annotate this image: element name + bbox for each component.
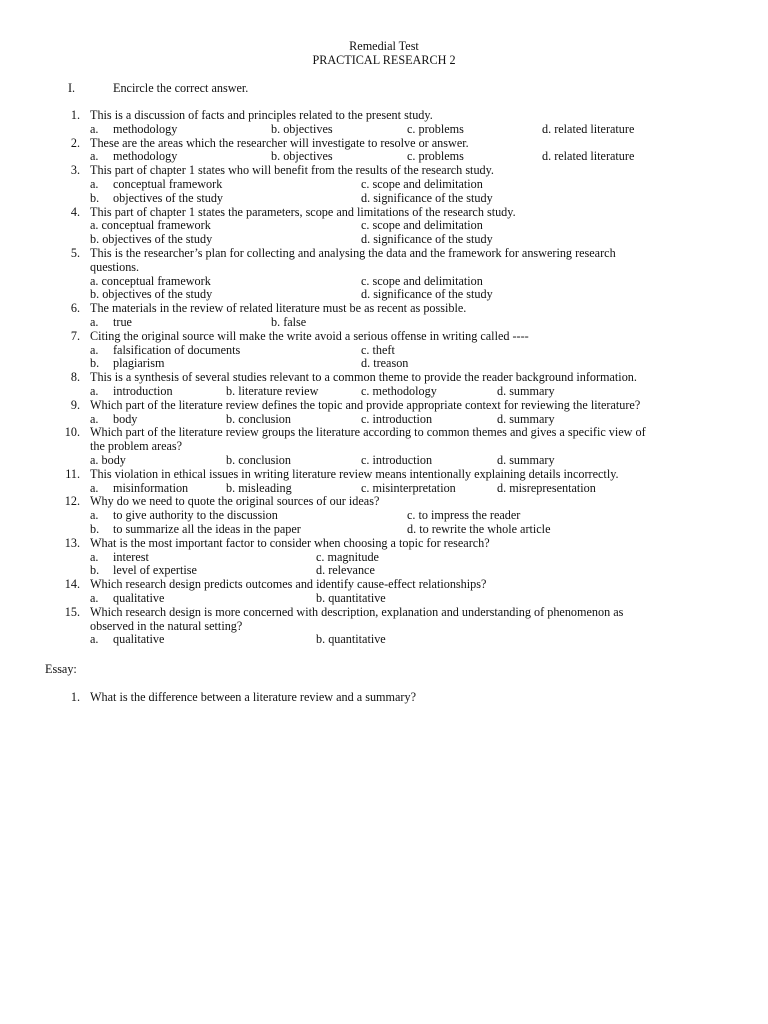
answer-option: d. significance of the study: [361, 232, 493, 247]
question-text: This is a discussion of facts and principles related to the present study.: [90, 108, 433, 122]
answer-option: b. objectives: [271, 149, 333, 164]
answer-option: b. objectives of the study: [90, 232, 213, 247]
answer-option: d. treason: [361, 356, 409, 371]
question-text: Citing the original source will make the write avoid a serious offense in writing called ----: [90, 328, 529, 343]
answer-option: c. theft: [361, 342, 395, 357]
answer-option: c. problems: [407, 121, 464, 136]
answer-option: d. related literature: [542, 121, 635, 136]
answer-option: a.: [90, 384, 99, 398]
answer-option: b. literature review: [226, 384, 319, 398]
answer-option: c. introduction: [361, 411, 433, 426]
answer-option: conceptual framework: [113, 177, 223, 191]
question-text: Why do we need to quote the original sources of our ideas?: [90, 494, 380, 509]
answer-option: introduction: [113, 384, 173, 398]
answer-option: a.: [90, 177, 99, 191]
question-number: 1.: [70, 108, 80, 122]
answer-option: c. magnitude: [316, 549, 379, 564]
question-text: The materials in the review of related literature must be as recent as possible.: [90, 301, 467, 316]
page-title: Remedial Test: [349, 39, 419, 53]
page-subtitle: PRACTICAL RESEARCH 2: [312, 53, 456, 67]
question-text: This is a synthesis of several studies relevant to a common theme to provide the reader background information.: [90, 370, 637, 385]
answer-option: d. relevance: [316, 563, 375, 578]
answer-option: b. conclusion: [226, 453, 291, 467]
answer-option: b.: [90, 190, 100, 205]
answer-option: a. body: [90, 453, 126, 467]
answer-option: b. false: [271, 315, 307, 329]
essay-label: Essay:: [45, 662, 77, 676]
section-instruction: Encircle the correct answer.: [113, 81, 249, 95]
answer-option: b. objectives: [271, 121, 333, 136]
answer-option: c. misinterpretation: [361, 480, 456, 495]
question-number: 4.: [70, 204, 80, 219]
answer-option: a.: [90, 480, 99, 495]
answer-option: b. objectives of the study: [90, 287, 213, 302]
answer-option: d. misrepresentation: [497, 480, 596, 495]
question-number: 5.: [70, 246, 80, 260]
question-text: Which part of the literature review groups the literature according to common themes and gives a specific view of: [90, 425, 646, 440]
answer-option: a.: [90, 508, 99, 523]
answer-option: a. conceptual framework: [90, 218, 211, 233]
answer-option: b.: [90, 522, 100, 536]
answer-option: b. quantitative: [316, 632, 386, 647]
answer-option: level of expertise: [113, 563, 197, 578]
question-number: 8.: [70, 370, 80, 385]
question-text: This violation in ethical issues in writing literature review means intentionally explaining details incorrectly.: [90, 466, 619, 481]
essay-number: 1.: [70, 690, 80, 704]
answer-option: c. scope and delimitation: [361, 218, 483, 233]
answer-option: a.: [90, 342, 99, 357]
answer-option: a. conceptual framework: [90, 273, 211, 288]
question-number: 6.: [70, 301, 80, 316]
answer-option: c. methodology: [361, 384, 437, 398]
answer-option: d. significance of the study: [361, 287, 493, 302]
answer-option: b. misleading: [226, 480, 292, 495]
essay-question: What is the difference between a literature review and a summary?: [90, 690, 416, 704]
answer-option: d. related literature: [542, 149, 635, 164]
question-number: 11.: [65, 466, 80, 481]
answer-option: d. to rewrite the whole article: [407, 522, 551, 536]
answer-option: true: [113, 315, 132, 329]
answer-option: a.: [90, 121, 99, 136]
question-number: 7.: [70, 328, 80, 343]
answer-option: methodology: [113, 121, 178, 136]
question-text: the problem areas?: [90, 439, 183, 454]
answer-option: d. significance of the study: [361, 190, 493, 205]
question-text: This part of chapter 1 states who will benefit from the results of the research study.: [90, 163, 494, 178]
answer-option: qualitative: [113, 632, 165, 647]
answer-option: c. problems: [407, 149, 464, 164]
question-text: Which research design is more concerned with description, explanation and understanding of phenomenon as: [90, 604, 624, 619]
answer-option: to give authority to the discussion: [113, 508, 278, 523]
answer-option: body: [113, 411, 138, 426]
question-text: This is the researcher’s plan for collecting and analysing the data and the framework for answering research: [90, 246, 616, 260]
question-text: Which research design predicts outcomes and identify cause-effect relationships?: [90, 577, 487, 592]
question-number: 9.: [70, 397, 80, 412]
question-text: observed in the natural setting?: [90, 618, 243, 633]
answer-option: qualitative: [113, 591, 165, 605]
answer-option: b.: [90, 563, 100, 578]
answer-option: a.: [90, 149, 99, 164]
answer-option: a.: [90, 591, 99, 605]
question-number: 2.: [70, 135, 80, 150]
question-number: 13.: [64, 535, 80, 550]
answer-option: c. scope and delimitation: [361, 177, 483, 191]
answer-option: plagiarism: [113, 356, 165, 371]
answer-option: b.: [90, 356, 100, 371]
answer-option: to summarize all the ideas in the paper: [113, 522, 301, 536]
question-number: 14.: [64, 577, 80, 592]
answer-option: interest: [113, 549, 149, 564]
answer-option: d. summary: [497, 453, 555, 467]
question-number: 3.: [70, 163, 80, 178]
question-text: Which part of the literature review defines the topic and provide appropriate context for reviewing the literature?: [90, 397, 641, 412]
question-number: 15.: [64, 604, 80, 619]
answer-option: d. summary: [497, 384, 555, 398]
answer-option: a.: [90, 632, 99, 647]
answer-option: c. introduction: [361, 453, 433, 467]
answer-option: a.: [90, 549, 99, 564]
question-number: 12.: [64, 494, 80, 509]
answer-option: b. quantitative: [316, 591, 386, 605]
answer-option: falsification of documents: [113, 342, 241, 357]
question-text: What is the most important factor to consider when choosing a topic for research?: [90, 535, 490, 550]
answer-option: objectives of the study: [113, 190, 224, 205]
question-text: These are the areas which the researcher will investigate to resolve or answer.: [90, 135, 469, 150]
question-text: questions.: [90, 259, 140, 274]
answer-option: misinformation: [113, 480, 189, 495]
question-text: This part of chapter 1 states the parameters, scope and limitations of the research study.: [90, 204, 516, 219]
question-number: 10.: [64, 425, 80, 440]
answer-option: d. summary: [497, 411, 555, 426]
answer-option: a.: [90, 411, 99, 426]
answer-option: c. to impress the reader: [407, 508, 521, 523]
answer-option: b. conclusion: [226, 411, 291, 426]
answer-option: a.: [90, 315, 99, 329]
answer-option: c. scope and delimitation: [361, 273, 483, 288]
section-numeral: I.: [68, 81, 76, 95]
answer-option: methodology: [113, 149, 178, 164]
